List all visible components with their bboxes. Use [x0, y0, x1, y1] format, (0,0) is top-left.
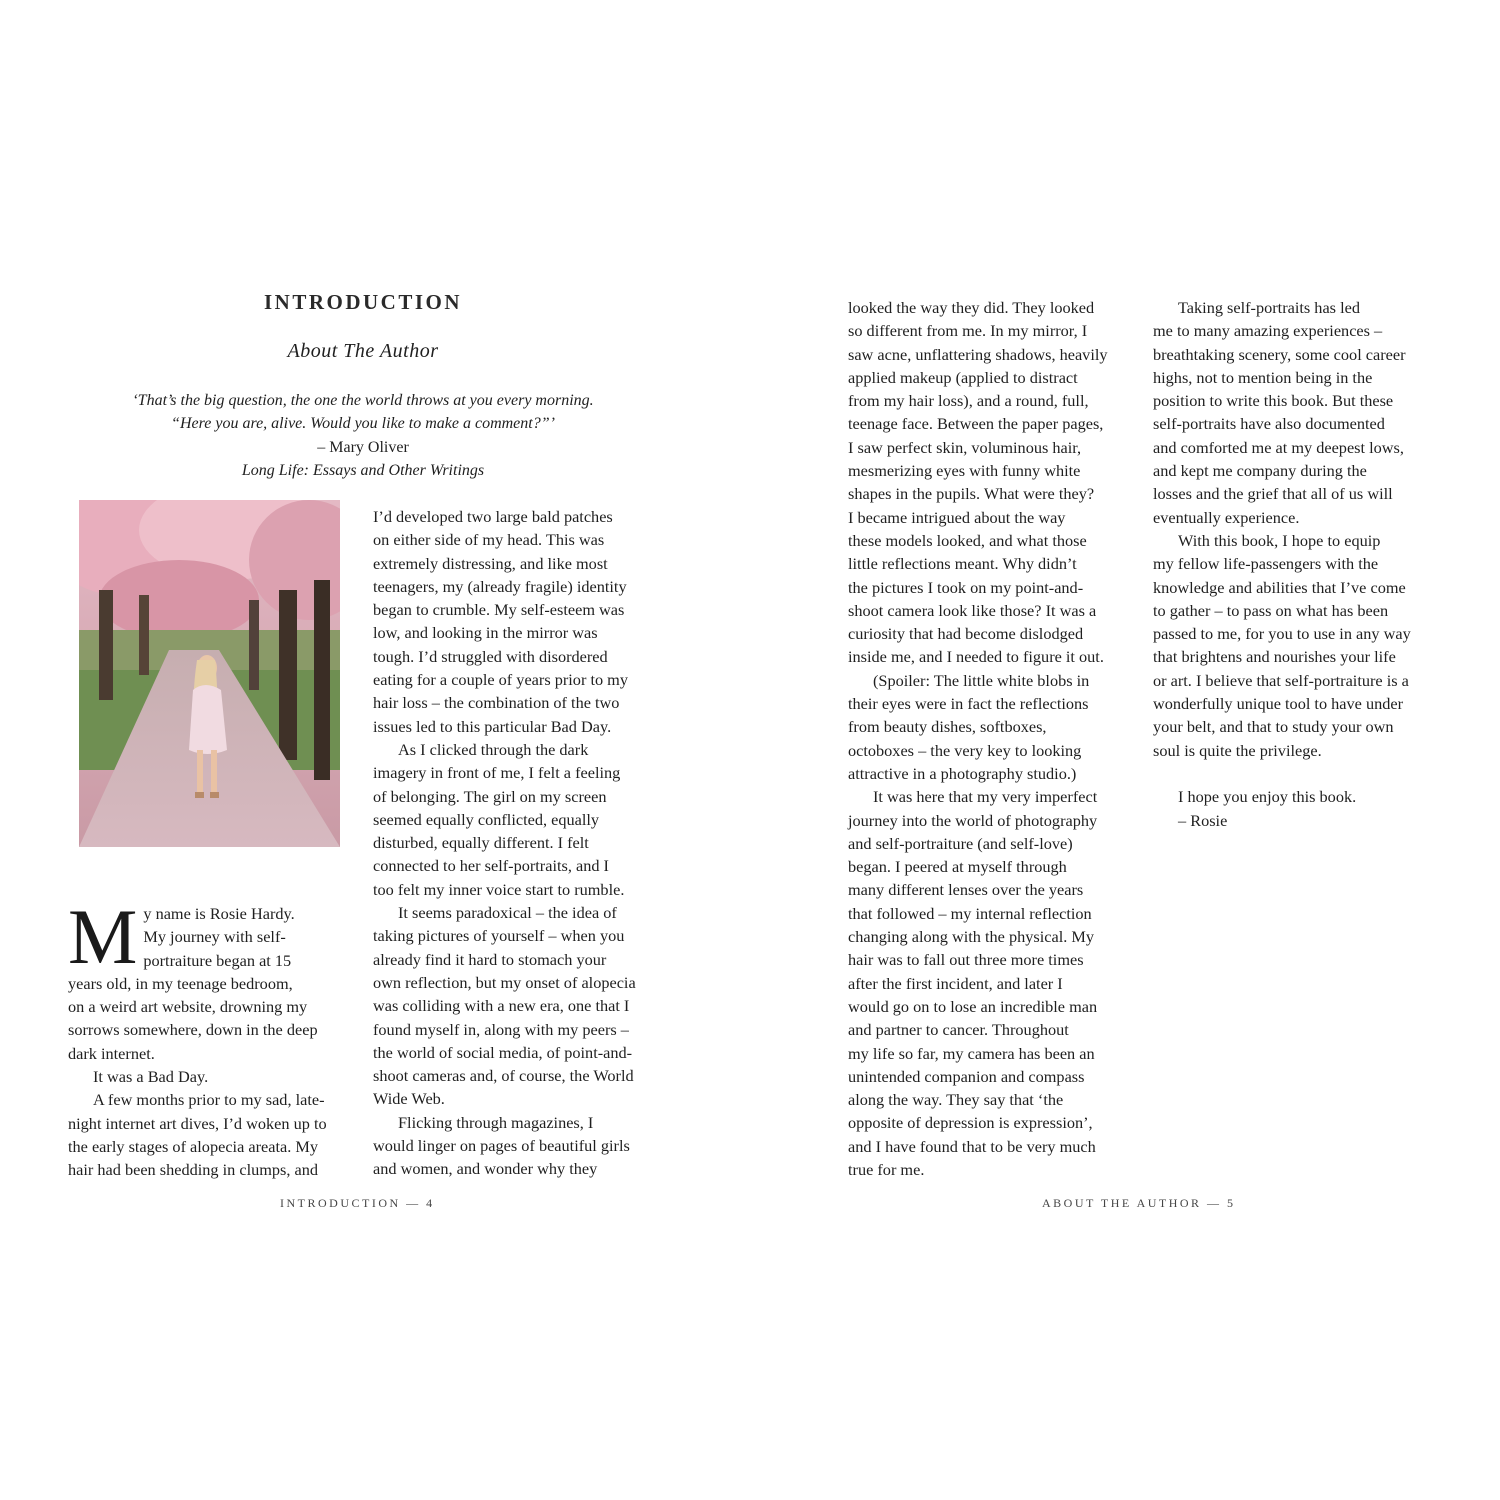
author-photo: [79, 500, 340, 847]
text-line: shoot cameras and, of course, the World: [373, 1066, 634, 1086]
text-line: years old, in my teenage bedroom,: [68, 973, 293, 993]
text-line: I became intrigued about the way: [848, 507, 1066, 527]
text-line: so different from me. In my mirror, I: [848, 321, 1088, 341]
text-line: unintended companion and compass: [848, 1066, 1085, 1086]
text-line: opposite of depression is expression’,: [848, 1113, 1093, 1133]
text-line: saw acne, unflattering shadows, heavily: [848, 344, 1108, 364]
text-line: (Spoiler: The little white blobs in: [873, 670, 1090, 690]
text-line: imagery in front of me, I felt a feeling: [373, 763, 621, 783]
text-line: It was here that my very imperfect: [873, 787, 1098, 807]
drop-cap: M: [68, 893, 138, 980]
text-line: looked the way they did. They looked: [848, 298, 1095, 317]
text-line: It seems paradoxical – the idea of: [398, 903, 617, 923]
epigraph-line-2: “Here you are, alive. Would you like to make a comment?”’: [171, 415, 555, 433]
text-line: to gather – to pass on what has been: [1153, 600, 1389, 620]
text-line: eventually experience.: [1153, 507, 1300, 527]
text-line: was colliding with a new era, one that I: [373, 996, 630, 1016]
footer-left: INTRODUCTION — 4: [280, 1196, 435, 1210]
text-line: disturbed, equally different. I felt: [373, 833, 589, 853]
text-line: and women, and wonder why they: [373, 1159, 598, 1179]
text-line: along the way. They say that ‘the: [848, 1090, 1064, 1110]
text-line: would go on to lose an incredible man: [848, 996, 1098, 1016]
text-line: hair had been shedding in clumps, and: [68, 1160, 319, 1180]
text-line: hair loss – the combination of the two: [373, 693, 620, 713]
text-line: soul is quite the privilege.: [1153, 740, 1322, 760]
text-line: I’d developed two large bald patches: [373, 507, 613, 526]
text-line: teenagers, my (already fragile) identity: [373, 576, 627, 596]
text-line: My journey with self-: [143, 927, 286, 947]
text-line: taking pictures of yourself – when you: [373, 926, 625, 946]
text-line: night internet art dives, I’d woken up to: [68, 1113, 327, 1133]
text-line: position to write this book. But these: [1153, 391, 1394, 411]
text-line: shoot camera look like those? It was a: [848, 600, 1097, 620]
text-line: and kept me company during the: [1153, 461, 1367, 481]
text-line: on a weird art website, drowning my: [68, 997, 308, 1017]
text-line: me to many amazing experiences –: [1153, 321, 1383, 341]
text-line: that followed – my internal reflection: [848, 903, 1092, 923]
text-line: self-portraits have also documented: [1153, 414, 1385, 434]
text-line: applied makeup (applied to distract: [848, 367, 1078, 387]
text-line: on either side of my head. This was: [373, 530, 605, 550]
text-line: tough. I’d struggled with disordered: [373, 646, 608, 666]
text-line: the early stages of alopecia areata. My: [68, 1136, 318, 1156]
text-line: knowledge and abilities that I’ve come: [1153, 577, 1406, 597]
text-line: sorrows somewhere, down in the deep: [68, 1020, 318, 1040]
signature-line: – Rosie: [1178, 810, 1228, 830]
text-line: changing along with the physical. My: [848, 927, 1094, 947]
page-title: INTRODUCTION: [263, 290, 463, 314]
text-line: began to crumble. My self-esteem was: [373, 600, 625, 620]
text-column-2: [373, 505, 663, 1181]
text-line: journey into the world of photography: [848, 810, 1098, 830]
text-line: issues led to this particular Bad Day.: [373, 716, 612, 736]
text-line: the pictures I took on my point-and-: [848, 577, 1084, 597]
text-line: shapes in the pupils. What were they?: [848, 484, 1095, 504]
text-line: seemed equally conflicted, equally: [373, 809, 600, 829]
text-line: true for me.: [848, 1159, 925, 1179]
text-line: wonderfully unique tool to have under: [1153, 694, 1404, 714]
text-line: of belonging. The girl on my screen: [373, 786, 607, 806]
footer-right: ABOUT THE AUTHOR — 5: [1042, 1196, 1236, 1210]
text-line: It was a Bad Day.: [93, 1067, 209, 1087]
text-line: that brightens and nourishes your life: [1153, 647, 1396, 667]
text-line: too felt my inner voice start to rumble.: [373, 879, 625, 899]
text-line: extremely distressing, and like most: [373, 553, 608, 573]
text-line: little reflections meant. Why didn’t: [848, 554, 1077, 574]
text-column-3: [848, 296, 1138, 1181]
author-photo-illustration: [79, 500, 340, 847]
text-line: the world of social media, of point-and-: [373, 1042, 633, 1062]
text-line: curiosity that had become dislodged: [848, 624, 1084, 644]
text-line: already find it hard to stomach your: [373, 949, 607, 969]
text-line: breathtaking scenery, some cool career: [1153, 344, 1406, 364]
text-column-4: [1153, 296, 1443, 832]
text-line: my fellow life-passengers with the: [1153, 554, 1379, 574]
epigraph-attribution: – Mary Oliver: [317, 438, 409, 456]
blank-line: [1153, 762, 1443, 785]
text-line: these models looked, and what those: [848, 530, 1087, 550]
epigraph: [90, 389, 636, 482]
text-line: from beauty dishes, softboxes,: [848, 717, 1047, 737]
text-line: my life so far, my camera has been an: [848, 1043, 1095, 1063]
text-line: Taking self-portraits has led: [1178, 298, 1360, 317]
text-line: would linger on pages of beautiful girls: [373, 1136, 630, 1156]
text-line: inside me, and I needed to figure it out.: [848, 647, 1104, 667]
text-line: highs, not to mention being in the: [1153, 367, 1373, 387]
text-line: losses and the grief that all of us will: [1153, 484, 1393, 504]
epigraph-source: Long Life: Essays and Other Writings: [241, 461, 485, 479]
text-line: and self-portraiture (and self-love): [848, 833, 1073, 853]
text-column-1: [68, 893, 368, 1182]
text-line: A few months prior to my sad, late-: [93, 1090, 325, 1110]
text-line: and comforted me at my deepest lows,: [1153, 437, 1404, 457]
epigraph-line-1: ‘That’s the big question, the one the world throws at you every morning.: [132, 392, 594, 409]
text-line: many different lenses over the years: [848, 880, 1084, 900]
text-line: octoboxes – the very key to looking: [848, 740, 1082, 760]
text-line: Wide Web.: [373, 1089, 445, 1109]
text-line: As I clicked through the dark: [398, 739, 589, 759]
text-line: eating for a couple of years prior to my: [373, 670, 628, 690]
text-line: dark internet.: [68, 1043, 155, 1063]
text-line: began. I peered at myself through: [848, 857, 1067, 877]
text-line: and partner to cancer. Throughout: [848, 1020, 1069, 1040]
text-line: from my hair loss), and a round, full,: [848, 391, 1089, 411]
text-line: hair was to fall out three more times: [848, 950, 1084, 970]
text-line: their eyes were in fact the reflections: [848, 694, 1089, 714]
text-line: portraiture began at 15: [143, 950, 292, 970]
text-line: and I have found that to be very much: [848, 1136, 1096, 1156]
text-line: Flicking through magazines, I: [398, 1112, 594, 1132]
page-subtitle: About The Author: [287, 340, 439, 362]
text-line: y name is Rosie Hardy.: [143, 904, 295, 923]
text-line: With this book, I hope to equip: [1178, 530, 1381, 550]
text-line: found myself in, along with my peers –: [373, 1019, 629, 1039]
text-line: attractive in a photography studio.): [848, 763, 1077, 783]
text-line: passed to me, for you to use in any way: [1153, 624, 1411, 644]
text-line: I hope you enjoy this book.: [1178, 787, 1357, 807]
text-line: after the first incident, and later I: [848, 973, 1063, 993]
text-line: I saw perfect skin, voluminous hair,: [848, 437, 1082, 457]
text-line: mesmerizing eyes with funny white: [848, 461, 1081, 481]
text-line: your belt, and that to study your own: [1153, 717, 1394, 737]
text-line: teenage face. Between the paper pages,: [848, 414, 1104, 434]
text-line: connected to her self-portraits, and I: [373, 856, 609, 876]
text-line: own reflection, but my onset of alopecia: [373, 972, 636, 992]
text-line: or art. I believe that self-portraiture is a: [1153, 670, 1409, 690]
text-line: low, and looking in the mirror was: [373, 623, 598, 643]
